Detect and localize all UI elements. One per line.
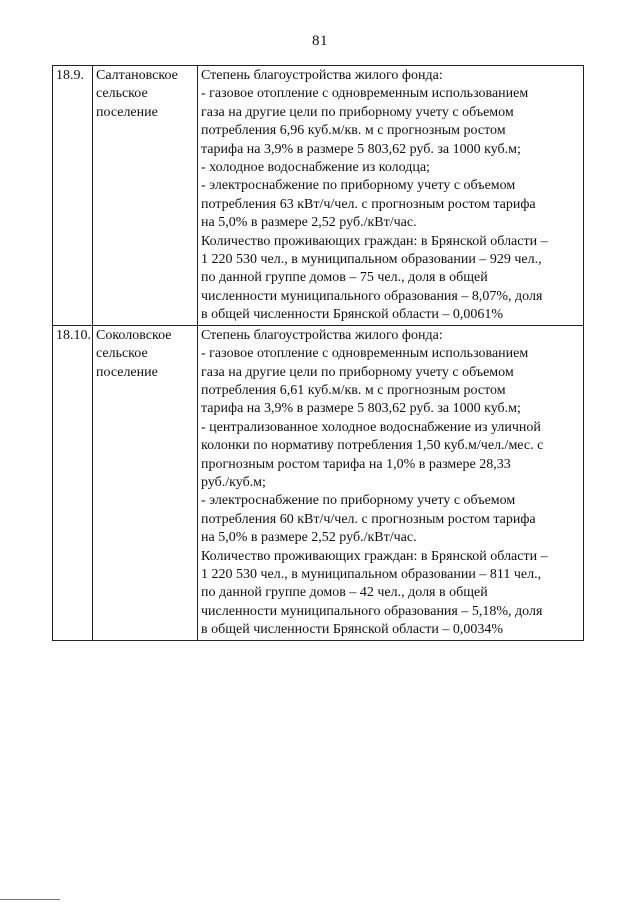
description-line: - электроснабжение по приборному учету с объемом	[201, 178, 516, 194]
name-line: сельское	[96, 86, 148, 102]
table-row	[53, 325, 584, 640]
description-line: Количество проживающих граждан: в Брянской области –	[201, 233, 548, 249]
description-line: численности муниципального образования – 5,18%, доля	[201, 603, 543, 619]
description-line: - газовое отопление с одновременным использованием	[201, 346, 529, 362]
description-line: 1 220 530 чел., в муниципальном образовании – 811 чел.,	[201, 566, 542, 582]
description-line: потребления 6,96 куб.м/кв. м с прогнозным ростом	[201, 123, 506, 139]
description-line: газа на другие цели по приборному учету с объемом	[201, 364, 514, 380]
page-number: 81	[312, 33, 328, 49]
bottom-divider	[0, 899, 60, 900]
name-line: поселение	[96, 364, 158, 380]
row-number: 18.9.	[53, 66, 93, 326]
description-line: - газовое отопление с одновременным использованием	[201, 86, 529, 102]
description-line: колонки по нормативу потребления 1,50 куб.м/чел./мес. с	[201, 438, 544, 454]
description-line: Степень благоустройства жилого фонда:	[201, 68, 443, 83]
description-line: газа на другие цели по приборному учету с объемом	[201, 104, 514, 120]
description-line: Количество проживающих граждан: в Брянской области –	[201, 548, 548, 564]
name-line: Соколовское	[96, 327, 172, 343]
name-line: поселение	[96, 104, 158, 120]
data-table	[52, 65, 584, 641]
row-number: 18.10.	[53, 325, 93, 640]
description-line: - централизованное холодное водоснабжение из уличной	[201, 419, 541, 435]
description-line: в общей численности Брянской области – 0,0034%	[201, 622, 504, 638]
description-line: по данной группе домов – 42 чел., доля в общей	[201, 585, 488, 601]
description-line: потребления 6,61 куб.м/кв. м с прогнозным ростом	[201, 382, 506, 398]
description-line: тарифа на 3,9% в размере 5 803,62 руб. за 1000 куб.м;	[201, 141, 521, 157]
settlement-name	[93, 66, 198, 326]
description-line: потребления 60 кВт/ч/чел. с прогнозным ростом тарифа	[201, 511, 536, 527]
description-line: по данной группе домов – 75 чел., доля в общей	[201, 270, 488, 286]
description-line: численности муниципального образования – 8,07%, доля	[201, 288, 543, 304]
name-line: сельское	[96, 346, 148, 362]
description-line: 1 220 530 чел., в муниципальном образовании – 929 чел.,	[201, 252, 542, 268]
name-line: Салтановское	[96, 68, 178, 83]
settlement-description	[198, 66, 584, 326]
description-line: на 5,0% в размере 2,52 руб./кВт/час.	[201, 530, 417, 546]
description-line: руб./куб.м;	[201, 474, 266, 490]
table-row	[53, 66, 584, 326]
description-line: в общей численности Брянской области – 0,0061%	[201, 307, 504, 323]
description-line: Степень благоустройства жилого фонда:	[201, 327, 443, 343]
description-line: тарифа на 3,9% в размере 5 803,62 руб. за 1000 куб.м;	[201, 401, 521, 417]
description-line: прогнозным ростом тарифа на 1,0% в размере 28,33	[201, 456, 511, 472]
settlement-description	[198, 325, 584, 640]
description-line: на 5,0% в размере 2,52 руб./кВт/час.	[201, 215, 417, 231]
description-line: - холодное водоснабжение из колодца;	[201, 160, 430, 176]
settlement-name	[93, 325, 198, 640]
description-line: потребления 63 кВт/ч/чел. с прогнозным ростом тарифа	[201, 196, 536, 212]
description-line: - электроснабжение по приборному учету с объемом	[201, 493, 516, 509]
